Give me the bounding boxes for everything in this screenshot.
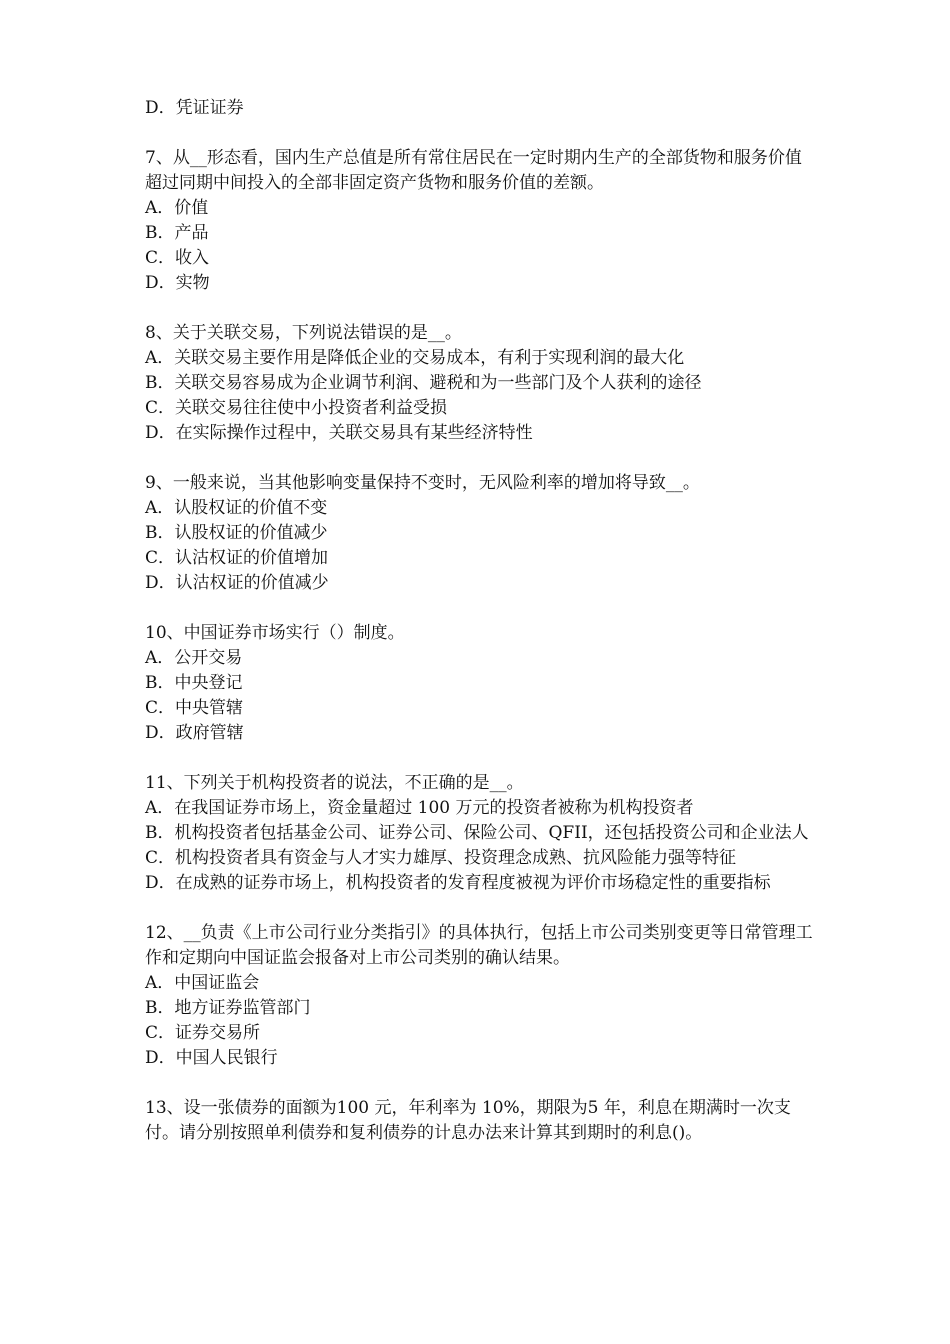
question-stem: 8、关于关联交易，下列说法错误的是__。	[145, 323, 462, 343]
question-block	[145, 146, 815, 296]
answer-option: C．机构投资者具有资金与人才实力雄厚、投资理念成熟、抗风险能力强等特征	[145, 848, 737, 868]
question-stem: 7、从__形态看，国内生产总值是所有常住居民在一定时期内生产的全部货物和服务价值超过同期中间投入的全部非固定资产货物和服务价值的差额。	[145, 148, 802, 193]
answer-option: B．关联交易容易成为企业调节利润、避税和为一些部门及个人获利的途径	[145, 373, 702, 393]
answer-option: A．关联交易主要作用是降低企业的交易成本，有利于实现利润的最大化	[145, 348, 685, 368]
question-stem: 11、下列关于机构投资者的说法，不正确的是__。	[145, 773, 524, 793]
answer-option: B．机构投资者包括基金公司、证券公司、保险公司、QFII，还包括投资公司和企业法人	[145, 823, 809, 843]
answer-option: C．中央管辖	[145, 698, 244, 718]
answer-option: B．产品	[145, 223, 209, 243]
answer-option: A．公开交易	[145, 648, 243, 668]
answer-option: D．在成熟的证券市场上，机构投资者的发育程度被视为评价市场稳定性的重要指标	[145, 873, 771, 893]
answer-option: D．实物	[145, 273, 210, 293]
document-page	[145, 96, 815, 1146]
question-block	[145, 321, 815, 446]
lead-option: D．凭证证券	[145, 98, 244, 118]
answer-option: C．收入	[145, 248, 210, 268]
answer-option: B．地方证券监管部门	[145, 998, 311, 1018]
answer-option: D．中国人民银行	[145, 1048, 278, 1068]
question-stem: 12、__负责《上市公司行业分类指引》的具体执行，包括上市公司类别变更等日常管理工作和定期向中国证监会报备对上市公司类别的确认结果。	[145, 923, 813, 968]
answer-option: A．认股权证的价值不变	[145, 498, 328, 518]
question-stem: 10、中国证券市场实行（）制度。	[145, 623, 405, 643]
question-block	[145, 621, 815, 746]
answer-option: A．在我国证券市场上，资金量超过 100 万元的投资者被称为机构投资者	[145, 798, 694, 818]
question-stem: 9、一般来说，当其他影响变量保持不变时，无风险利率的增加将导致__。	[145, 473, 700, 493]
question-block	[145, 471, 815, 596]
answer-option: D．认沽权证的价值减少	[145, 573, 329, 593]
answer-option: D．政府管辖	[145, 723, 244, 743]
answer-option: C．认沽权证的价值增加	[145, 548, 329, 568]
answer-option: A．中国证监会	[145, 973, 260, 993]
question-block	[145, 921, 815, 1071]
answer-option: C．证券交易所	[145, 1023, 261, 1043]
question-block	[145, 1096, 815, 1146]
answer-option: A．价值	[145, 198, 209, 218]
answer-option: C．关联交易往往使中小投资者利益受损	[145, 398, 448, 418]
question-stem: 13、设一张债券的面额为100 元，年利率为 10%，期限为5 年，利息在期满时一次支付。请分别按照单利债券和复利债券的计息办法来计算其到期时的利息()。	[145, 1098, 791, 1143]
answer-option: B．中央登记	[145, 673, 243, 693]
answer-option: B．认股权证的价值减少	[145, 523, 328, 543]
question-block	[145, 771, 815, 896]
answer-option: D．在实际操作过程中，关联交易具有某些经济特性	[145, 423, 533, 443]
question-list	[145, 146, 815, 1146]
